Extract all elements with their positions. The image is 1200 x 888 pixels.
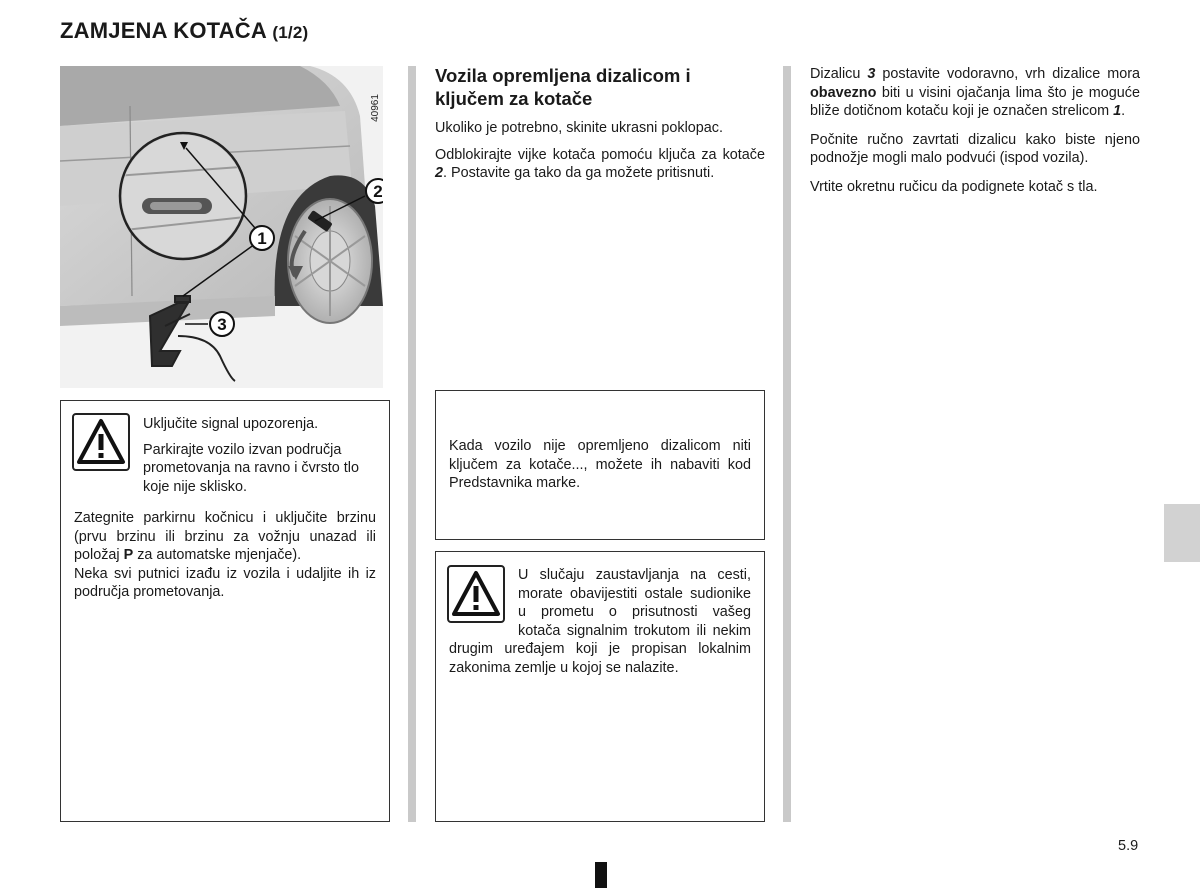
car-jack-drawing [60,66,383,388]
warning-paragraph-handbrake: Zategnite parkirnu kočnicu i uključite brzinu (prvu brzinu ili brzinu za vožnju unazad ili položaj P za automatske mjenjače). [74,510,376,563]
warning-paragraph-passengers: Neka svi putnici izađu iz vozila i udaljite ih iz područja prometovanja. [74,565,376,600]
callout-2 [366,179,383,203]
footer-marker [595,862,607,888]
svg-text:3: 3 [217,315,227,334]
paragraph-remove-hubcap: Ukoliko je potrebno, skinite ukrasni poklopac. [435,120,723,136]
image-code: 40961 [370,94,381,122]
column-divider-right [783,66,791,822]
paragraph-screw-jack: Počnite ručno zavrtati dizalicu kako biste njeno podnožje mogli malo podvući (ispod vozila). [810,131,1140,166]
page-number: 5.9 [1118,838,1139,854]
warning-line-hazard-lights: Uključite signal upozorenja. [143,416,319,432]
svg-text:1: 1 [257,229,267,248]
paragraph-position-jack: Dizalicu 3 postavite vodoravno, vrh dizalice mora obavezno biti u visini ojačanja lima što je moguće bliže dotičnom kotaču koji je označen strelicom 1. [810,66,1140,119]
section-heading-jack-and-wrench: Vozila opremljena dizalicom i ključem za kotače [435,65,691,109]
info-box-no-jack [435,390,765,540]
warning-text-road-stop: U slučaju zaustavljanja na cesti, morate obavijestiti ostale sudionike u prometu o prisutnosti vašeg kotača signalnim trokutom ili nekim drugim uređajem koji je propisan lokalnim zakonima zemlje u kojoj se nalazite. [449,567,751,676]
warning-triangle-icon [72,413,130,471]
warning-line-park-safely: Parkirajte vozilo izvan područja prometovanja na ravno i čvrsto tlo koje nije sklisko. [143,441,359,495]
callout-3 [210,312,234,336]
svg-text:2: 2 [373,182,383,201]
column-divider-left [408,66,416,822]
paragraph-loosen-bolts: Odblokirajte vijke kotača pomoću ključa za kotače 2. Postavite ga tako da ga možete pritisnuti. [435,146,765,181]
page-title-suffix: (1/2) [272,23,309,42]
illustration-car-jack [60,66,383,388]
info-box-text: Kada vozilo nije opremljeno dizalicom niti ključem za kotače..., možete ih nabaviti kod Predstavnika marke. [449,438,751,491]
chapter-side-tab [1164,504,1200,562]
warning-box-left [60,400,390,822]
page-title [60,18,308,44]
warning-box-middle [435,551,765,822]
page-title-text: ZAMJENA KOTAČA [60,18,267,43]
paragraph-raise-wheel: Vrtite okretnu ručicu da podignete kotač s tla. [810,178,1098,195]
callout-1 [250,226,274,250]
